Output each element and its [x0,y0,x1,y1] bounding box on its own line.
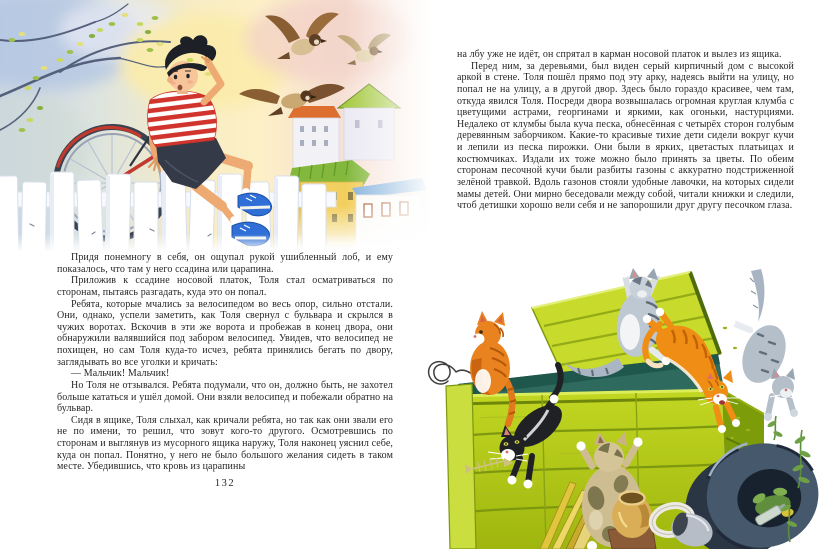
squiggle [429,362,476,384]
paragraph: Приложив к ссадине носовой платок, Толя стал осматриваться по сторонам, пытаясь разгадать, куда это он попал. [57,275,393,298]
right-text-block [457,49,794,212]
paragraph: на лбу уже не идёт, он спрятал в карман носовой платок и вылез из ящика. [457,49,782,60]
boy-jumping-illustration [0,0,432,252]
paragraph: Придя понемногу в себя, он ощупал рукой ушибленный лоб, и ему показалось, что там у него ссадина или царапина. [57,252,393,275]
paragraph: Но Толя не отзывался. Ребята подумали, что он, должно быть, не захотел больше кататься и ушёл домой. Они взяли велосипед и побежали обратно на бульвар. [57,379,393,415]
paragraph: Сидя в ящике, Толя слыхал, как кричали ребята, но так как они звали его не по имени, то решил, что зовут кого-то другого. Осмотревшись по сторонам и выглянув из мусорного ящика наружу, Толя наконец уяснил себе, куда он попал. Понятно, у него не было большого желания сидеть в таком месте. Убедившись, что кровь из царапины [57,414,393,473]
left-text-block [57,252,393,473]
box-corner-post [446,384,476,549]
paragraph: Ребята, которые мчались за велосипедом во весь опор, сильно отстали. Они, однако, успели заметить, как Толя свернул с бульвара и скрылся в чужих воротах. Вскочив в эти же ворота и пробежав в конец двора, они обнаружили валявшийся под забором велосипед. Увидев, что велосипед не похищен, но сам Толя куда-то исчез, ребята принялись бегать по двору, заглядывать во все уголки и кричать: [57,298,393,368]
right-illustration [420,268,820,549]
paragraph: — Мальчик! Мальчик! [71,368,170,380]
left-page-number: 132 [214,478,236,489]
cats-garbage-box-illustration [420,268,820,549]
paragraph: Перед ним, за деревьями, был виден серый кирпичный дом с высокой аркой в стене. Толя пошёл прямо под эту арку, надеясь выйти на улицу, но попал не на улицу, а в другой двор. Здесь было гораздо красивее, чем там, откуда явился Толя. Посреди двора возвышалась огромная круглая клумба с цветущими астрами, георгинами и яркими, как огоньки, настурциями. Недалеко от клумбы была куча песка, обнесённая с четырёх сторон голубым деревянным заборчиком. Какие-то красивые тихие дети сидели вокруг кучи и лепили из песка пирожки. Они были в ярких, цветастых платьицах и костюмчиках. Издали их тоже можно было принять за цветы. По обеим сторонам песочной кучи были разбиты газоны с аккуратно подстриженной зелёной травкой. Вдоль газонов стояли удобные лавочки, на которых сидели мамы детей. Они мирно беседовали между собой, читали книжки и следили, чтоб детишки хорошо вели себя и не запорошили друг другу песочком глаза. [457,60,794,212]
left-illustration [0,0,432,252]
